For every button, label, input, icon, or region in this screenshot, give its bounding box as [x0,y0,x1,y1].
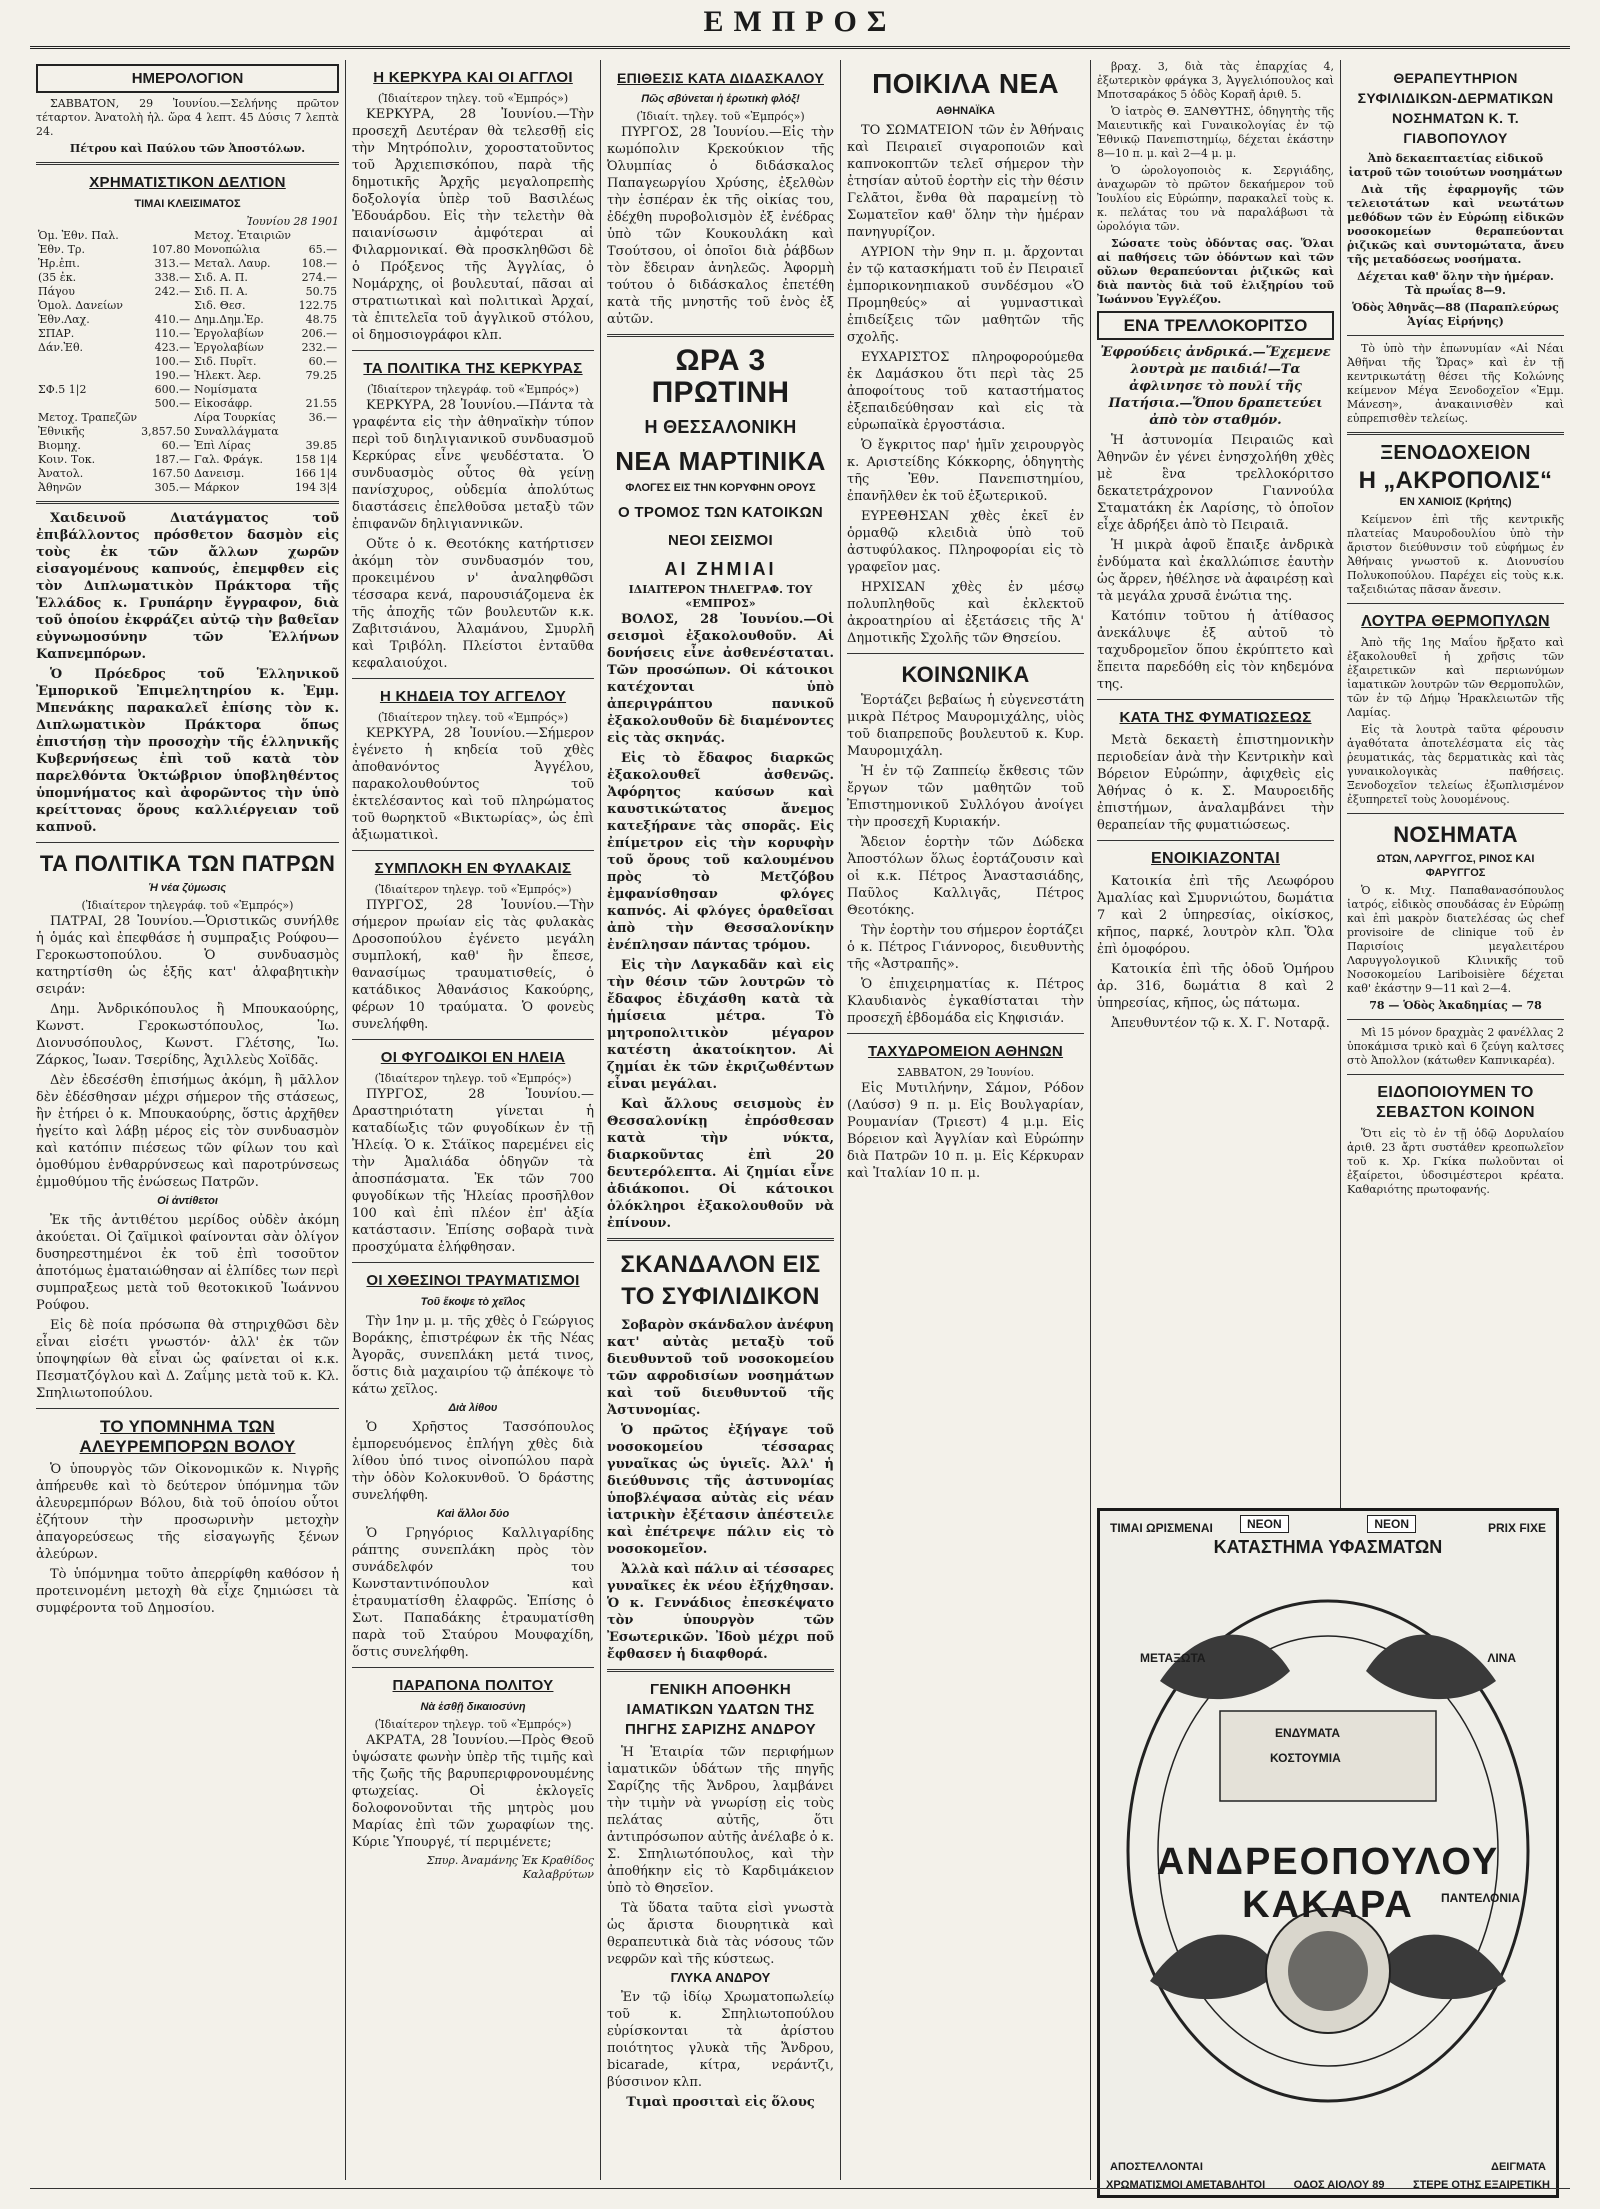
article-text: Ὁ κ. Μιχ. Παπαθανασόπουλος ἰατρός, εἰδικὸς σπουδάσας ἐν Εὐρώπῃ καὶ ἐπὶ μακρὸν διατελέσας ὡς chef provisoire de clinique τοῦ ἐν Παρισίοις μεγαλειτέρου Λαρυγγολογικοῦ Κλινικῆς τοῦ Νοσοκομείου Lariboisière δέχεται καθ' ἑκάστην 9—11 καὶ 2—4. [1347,884,1564,995]
bourse-cell [139,299,192,313]
divider [352,1667,594,1668]
bourse-cell: Σιδ. Πυρῖτ. [194,355,257,368]
nosimata-heading: ΝΟΣΗΜΑΤΑ [1393,822,1518,847]
bourse-cell: 167.50 [151,467,191,480]
bourse-cell: ΣΦ.5 1|2 [38,383,87,396]
article-text: ΕΥΧΑΡΙΣΤΟΣ πληροφορούμεθα ἐκ Δαμάσκου ὅτι περὶ τὰς 25 ἀποφοίτους τοῦ καταστήματος ἐξεπαιδεύθησαν καὶ εἰς τὰ εὐρωπαϊκὰ ἐργοστάσια. [847,350,1084,433]
bourse-cell: 600.— [154,383,191,396]
article-text: ΒΟΛΟΣ, 28 Ἰουνίου.—Οἱ σεισμοὶ ἐξακολουθοῦν. Αἱ δονήσεις εἶνε ἀσθενέσταται. Τῶν προσώπων. Οἱ κάτοικοι κατέχονται ὑπὸ ἀπεριγράπτου πανικοῦ ἐξακολουθοῦν δὲ διαμένοντες εἰς τὰς σκηνάς. [607,612,834,746]
article-text: Ἡ Ἑταιρία τῶν περιφήμων ἰαματικῶν ὑδάτων τῆς πηγῆς Σαρίζης τῆς Ἄνδρου, λαμβάνει τὴν τιμὴν νὰ γνωρίσῃ εἰς τοὺς πελάτας αὐτῆς, ὅτι ἀντιπρόσωπον αὐτῆς ἀνέλαβε ὁ κ. Σ. Σπηλιωτόπουλος, καὶ τὴν ἀποθήκην εἰς τὸ Καρδιμάκειον ὑπὸ τὸ Θησεῖον. [607,1745,834,1896]
classified-text: Ὁ ὡρολογοποιὸς κ. Σεργιάδης, ἀναχωρῶν τὸ πρῶτον δεκαήμερον τοῦ Ἰουλίου εἰς Εὐρώπην, παρακαλεῖ τοὺς κ. κ. πελάτας του νὰ παραλάβωσι τὰ ὡρολόγια τῶν. [1097,164,1334,233]
patras-subheading: Ἡ νέα ζύμωσις [148,882,227,894]
page-bottom-rule [30,2188,1570,2189]
divider [352,350,594,351]
bourse-cell: 274.— [301,271,338,284]
article-text: Ἐν τῷ ἰδίῳ Χρωματοπωλείῳ τοῦ κ. Σπηλιωτοπούλου εὑρίσκονται τὰ ἀρίστου ποιότητος γλυκὰ τῆς Ἄνδρου, bicarade, κίτρα, νεράντζι, βύσσινον κλπ. [607,1990,834,2090]
ad-label-pantelonia: ΠΑΝΤΕΛΟΝΙΑ [1440,1891,1520,1905]
bourse-cell: Δάν.Ἐθ. [38,341,84,354]
article-text: Δημ. Ἀνδρικόπουλος ἢ Μπουκαούρης, Κωνστ. Γεροκωστόπουλος, Ἰω. Διονυσόπουλος, Κωνστ. Γλέτσης, Ἰω. Ζάρκος, Ἰωαν. Τσερίδης, Ἀχιλλεὺς Χοϊδᾶς. [36,1002,339,1068]
bourse-cell: Βιομηχ. [38,439,81,452]
ad-bottom-right: ΣΤΕΡΕ ΟΤΗΣ ΕΞΑΙΡΕΤΙΚΗ [1412,2179,1550,2191]
bourse-row [36,425,339,439]
bourse-cell: 108.— [301,257,338,270]
bourse-row [36,257,339,271]
ad-lion-figure [1288,1931,1368,2011]
telegram-source: (Ἰδιαίτερον τηλεγράφ. τοῦ «Ἐμπρός») [81,899,294,912]
article-text: ΑΚΡΑΤΑ, 28 Ἰουνίου.—Πρὸς Θεοῦ ὑψώσατε φωνὴν ὑπὲρ τῆς τιμῆς καὶ τῆς ζωῆς τῆς βαρυπεριφρονουμένης φτωχείας. Οἱ ἐκλογεῖς δολοφονοῦνται τῆς μητρὸς μου Μαρίας ἐπὶ τῶν χωραφίων της. Κύριε Ὑπουργέ, τί περιμένετε; [352,1733,594,1850]
therapeftirion-tagline: Ἀπὸ δεκαεπταετίας εἰδικοῦ ἰατροῦ τῶν τοιούτων νοσημάτων [1348,152,1563,179]
article-text: Μετὰ δεκαετὴ ἐπιστημονικὴν περιοδείαν ἀνὰ τὴν Κεντρικὴν καὶ Βόρειον Εὐρώπην, ἀφιχθεὶς εἰς Ἀθήνας ὁ κ. Σ. Μαυροειδῆς ἐπιστήμων, ἀναλαμβάνει τὴν θεραπείαν τῆς φυματιώσεως. [1097,733,1334,833]
article-text: Ὁ Πρόεδρος τοῦ Ἑλληνικοῦ Ἐμπορικοῦ Ἐπιμελητηρίου κ. Ἐμμ. Μπενάκης παρακαλεῖ ἐπίσης τὸν κ. Διπλωματικὸν Πράκτορα ὅπως ἐπιστήσῃ τὴν προσοχὴν τῆς ἑλληνικῆς Κυβερνήσεως ἐπὶ τοῦ κατὰ τὸν παρελθόντα Ὀκτώβριον ὑποβληθέντος ὑπομνήματος καὶ ἀφορῶντος τὴν ὑπὸ κρείττονας ὅρους καλλιέργειαν τοῦ καπνοῦ. [36,667,339,835]
bourse-date: Ἰουνίου 28 1901 [246,215,339,228]
article-text: Τὴν 1ην μ. μ. τῆς χθὲς ὁ Γεώργιος Βοράκης, ἐπιστρέφων ἐκ τῆς Νέας Ἀγορᾶς, συνεπλάκη μετά τινος, ὅστις διὰ μαχαιρίου τῷ ἀπέκοψε τὸ κάτω χεῖλος. [352,1314,594,1397]
trauma-subheading: Τοῦ ἔκοψε τὸ χεῖλος [420,1296,526,1308]
bourse-row [36,411,339,425]
article-text: Ἄδειον ἑορτὴν τῶν Δώδεκα Ἀποστόλων ὅλως ἑορτάζουσιν καὶ οἱ κ.κ. Πέτρος Ἀναστασιάδης, Παῦλος Καλλιγᾶς, Πέτρος Θεοτόκης. [847,835,1084,918]
bourse-cell [36,397,139,411]
bourse-cell: 122.75 [298,299,338,312]
bourse-cell: Μετοχ. Τραπεζῶν [38,411,138,424]
article-text: Ἡ μικρὰ ἀφοῦ ἔπαιξε ἀνδρικὰ ἐνδύματα καὶ ἐκαλλώπισε ἑαυτὴν ὡς ἄρρεν, ἠθέλησε νὰ ἀφαιρέσῃ καὶ τὰ μεγάλα χρυσᾶ ἐνώτια της. [1097,538,1334,604]
glyka-heading: ΓΛΥΚΑ ΑΝΔΡΟΥ [670,1970,771,1985]
divider [352,850,594,851]
masthead [0,0,1600,58]
bourse-cell [36,369,139,383]
bourse-cell: Σιδ. Α. Π. [194,271,248,284]
trellokoritso-lead: Ἐφρούδεις ἀνδρικά.—Ἔχεμενε λουτρὰ με παιδιά!—Τα ἀφλινησε τὸ πουλί τῆς Πατήσια.—Ὅπου δραπετεύει ἀπὸ τὸν σταθμόν. [1100,345,1331,428]
memo-heading: ΤΟ ΥΠΟΜΝΗΜΑ ΤΩΝ ΑΛΕΥΡΕΜΠΟΡΩΝ ΒΟΛΟΥ [79,1417,296,1456]
article-text: ΠΥΡΓΟΣ, 28 Ἰουνίου.—Δραστηριότατη γίνεται ἡ καταδίωξις τῶν φυγοδίκων ἐν τῇ Ἠλείᾳ. Ὁ κ. Στάϊκος παρεμένει εἰς τὴν Ἀμαλιάδα ὁδηγῶν τὰ ἀποσπάσματα. Ἐκ τῶν 700 φυγοδίκων τῆς Ἠλείας προσῆλθον 100 καὶ ἐπὶ πλέον ἐπ' ἀξία κατάστασιν. Ἐπίσης σοβαρὰ τινὰ προσχύματα ἐλήφθησαν. [352,1087,594,1255]
telegram-source: (Ἰδιαίτ. τηλεγ. τοῦ «Ἐμπρός») [636,110,805,123]
ad-bottom-bar [1106,2179,1550,2191]
bourse-cell: 500.— [154,397,191,410]
ad-label-endymata: ΕΝΔΥΜΑΤΑ [1275,1726,1340,1740]
ad-shop-title: ΚΑΤΑΣΤΗΜΑ ΥΦΑΣΜΑΤΩΝ [1213,1537,1443,1557]
trauma-subheading: Διὰ λίθου [448,1402,498,1414]
didaskalou-heading: ΕΠΙΘΕΣΙΣ ΚΑΤΑ ΔΙΔΑΣΚΑΛΟΥ [617,70,824,86]
andreopoulou-advertisement [1097,1508,1559,2198]
article-text: Ὅτι εἰς τὸ ἐν τῇ ὁδῷ Δορυλαίου ἀριθ. 23 ἄρτι συστάθεν κρεοπωλεῖον τοῦ κ. Χρ. Γκίκα πωλοῦνται οἱ ἐξαίρετοι, ὑδοσιμέστεροι κρέατα. Καθαριότης πρωτοφανής. [1347,1127,1564,1196]
article-text: Ἀπευθυντέον τῷ κ. Χ. Γ. Νοταρᾷ. [1111,1016,1330,1031]
article-text: Εἰς τὴν Λαγκαδᾶν καὶ εἰς τὴν θέσιν τῶν λουτρῶν τὸ ἔδαφος ἐδιχάσθη κατὰ τὰ ἡμίσεια μέτρα. Τὸ μητροπολιτικὸν μέγαρον κατέστη ἀκατοίκητον. Αἱ ζημίαι ἐκ τῶν ἐκριζωθέντων εἶναι μεγάλαι. [607,958,834,1092]
ad-prices-right: PRIX FIXE [1487,1521,1546,1535]
article-text: ΗΡΧΙΣΑΝ χθὲς ἐν μέσῳ πολυπληθοῦς καὶ ἐκλεκτοῦ ἀκροατηρίου αἱ ἐξετάσεις τῆς Ἀ' Δημοτικῆς Σχολῆς τῶν Θησείου. [847,580,1084,646]
bourse-cell: Δημ.Δημ.Ἐρ. [194,313,264,326]
article-text: ΚΕΡΚΥΡΑ, 28 Ἰουνίου.—Τὴν προσεχῆ Δευτέραν θὰ τελεσθῇ εἰς τὴν Μητρόπολιν, χοροστατοῦντος τοῦ Ἀρχιεπισκόπου, παρὰ τῆς δημοτικῆς Ἀρχῆς μεγαλοπρεπὴς δοξολογία ὑπὲρ τοῦ Βασιλέως Ἐδουάρδου. Εἰς τὴν τελετὴν θὰ παιανίσωσιν ἀμφότεραι αἱ Φιλαρμονικαί. Θὰ προσκληθῶσι δὲ ὁ Πρόξενος τῆς Ἀγγλίας, ὁ Νομάρχης, οἱ βουλευταί, πᾶσαι αἱ στρατιωτικαὶ καὶ πολιτικαὶ Ἀρχαί, τὰ ἐπιτελεῖα τοῦ ἀγγλικοῦ στόλου, οἱ δημοσιογράφοι κλπ. [352,107,594,343]
bourse-row [36,341,339,355]
bourse-cell: 158 1|4 [294,453,338,466]
divider [1097,840,1334,841]
bourse-row [36,453,339,467]
article-text: Ὁ Χρῆστος Τασσόπουλος ἐμπορευόμενος ἐπλήγη χθὲς διὰ λίθου ὑπό τινος οἰνοπώλου παρὰ τὴν ὁδὸν Κολοκυνθοῦ. Ὁ δράστης συνελήφθη. [352,1420,594,1503]
bourse-cell: Εἰκοσάφρ. [194,397,253,410]
ora3-heading: ΩΡΑ 3 ΠΡΩΤΙΝΗ [651,344,790,409]
article-text: Ὁ Γρηγόριος Καλλιγαρίδης ράπτης συνεπλάκη πρὸς τὸν συνάδελφόν του Κωνσταντινόπουλον καὶ ἐτραυματίσθη ἐλαφρῶς. Ἐπίσης ὁ Σωτ. Παπαδάκης ἐτραυματίσθη παρὰ τοῦ Σταύρου Μουφαχίδη, ὅστις συνελήφθη. [352,1526,594,1660]
article-text: Εἰς Μυτιλήνην, Σάμον, Ρόδον (Λαύσσ) 9 π. μ. Εἰς Βουλγαρίαν, Ρουμανίαν (Τριεστ) 4 μ.μ. Εἰς Βόρειον καὶ Ἀγγλίαν καὶ Εὐρώπην διὰ Πατρῶν 10 π. μ. Εἰς Κέρκυραν καὶ Ἰταλίαν 10 π. μ. [847,1081,1084,1181]
bourse-row [36,285,339,299]
divider [1347,813,1564,814]
bourse-cell: 50.75 [305,285,338,298]
bourse-row [36,481,339,495]
bourse-cell: 60.— [161,439,191,452]
article-text: Ἀπὸ τῆς 1ης Μαΐου ἤρξατο καὶ ἐξακολουθεῖ ἡ χρῆσις τῶν ἐξαιρετικῶν καὶ περιωνύμων ἰαματικῶν λουτρῶν τῶν Θερμοπυλῶν, τῶν ἐν τῷ Δήμῳ Ἡρακλειωτῶν τῆς Λαμίας. [1347,636,1564,719]
divider [1347,432,1564,435]
bourse-cell: 48.75 [305,313,338,326]
xenodocheion-heading: ΞΕΝΟΔΟΧΕΙΟΝ [1380,442,1531,464]
article-text: Δὲν ἐδεσέσθη ἐπισήμως ἀκόμη, ἢ μᾶλλον δὲν ἐδέσθησαν μέχρι σήμερον τῆς στάσεως, ἢν ἐτήρει ὁ κ. Μπουκαούρης, ὅστις ἀρχῆθεν ἠγείτο καὶ λάβῃ μέρος εἰς τὸν συνδυασμὸν καὶ κατόπιν πιέσεως τῶν φίλων του καὶ ὁμοθύμου ἐνθαρρύνσεως καὶ παροτρύνσεως ἐμμοθύμου τῆς ἐνώσεως Πατρῶν. [36,1073,339,1190]
poikila-heading: ΠΟΙΚΙΛΑ ΝΕΑ [872,68,1059,99]
bourse-cell: 65.— [308,243,338,256]
bourse-cell [293,383,339,397]
article-text: Ἐκ τῆς ἀντιθέτου μερίδος οὐδὲν ἀκόμη ἀκούεται. Οἱ ζαϊμικοὶ φαίνονται σὰν ὀλίγον δυσηρεστημένοι ἐκ τοῦ ἐπὶ τοσοῦτον ἀποτόμως ἐματαιώθησαν αἱ ἐλπίδες των περὶ συμπραξεως μετὰ τοῦ θεοτοκικοῦ Ἰωάννου Ρούφου. [36,1213,339,1313]
ad-leaf-shape [1366,1635,1496,1699]
divider [607,334,834,337]
article-text: Ἡ ἐν τῷ Ζαππείῳ ἔκθεσις τῶν ἔργων τῶν μαθητῶν τοῦ Ἐπιστημονικοῦ Συλλόγου ἀνοίγει τὴν προσεχῆ Κυριακήν. [847,764,1084,830]
telegram-source: (Ἰδιαίτερον τηλεγρ. τοῦ «Ἐμπρός») [374,1072,572,1085]
bourse-cell: (35 ἐκ. [38,271,77,284]
bourse-cell: 39.85 [305,439,338,452]
bourse-cell: 194 3|4 [294,481,338,494]
article-text: Τὸ ὑπόμνημα τοῦτο ἀπερρίφθη καθόσον ἡ προτεινομένη μετοχὴ θὰ εἶχε ζημιώσει τὰ συμφέροντα τοῦ Δημοσίου. [36,1567,339,1616]
masthead-rule [30,46,1570,49]
nosimata-address: 78 — Ὁδὸς Ἀκαδημίας — 78 [1369,999,1542,1012]
therapeftirion-hours: Δέχεται καθ' ὅλην τὴν ἡμέραν. Τὰ πρωΐας 8—9. [1357,270,1554,297]
divider [352,678,594,679]
ad-tag-right: ΝΕΟΝ [1367,1515,1416,1533]
therapeftirion-address: Ὁδὸς Ἀθηνᾶς—88 (Παραπλεύρως Ἁγίας Εἰρήνης) [1352,301,1559,328]
divider [352,1039,594,1040]
column-5 [1091,60,1340,1500]
kerkyra-heading: Η ΚΕΡΚΥΡΑ ΚΑΙ ΟΙ ΑΓΓΛΟΙ [373,69,573,86]
bourse-cell: Ἠλεκτ. Ἀερ. [194,369,262,382]
article-text: Τὰ ὕδατα ταῦτα εἰσὶ γνωστὰ ὡς ἄριστα διουρητικὰ καὶ θεραπευτικὰ διὰ τὰς νόσους τῶν νεφρῶν καὶ τῆς κύστεως. [607,1901,834,1967]
signature: Σπυρ. Ἀναμάνης Ἐκ Κραθίδος Καλαβρύτων [426,1854,594,1881]
article-text: Κατόπιν τοῦτου ἡ ἀτίθασος ἀνεκάλυψε ἐξ αὐτοῦ τὸ ταχυδρομεῖον ὅπου ἐκρύπτετο καὶ ἔπειτα παρεδόθη εἰς τὸν κηδεμόνα της. [1097,609,1334,692]
bourse-row [36,369,339,383]
ad-leaf-shape [1160,1635,1290,1699]
column-3 [601,60,840,2180]
zimiai-subheading: ΑΙ ΖΗΜΙΑΙ [664,559,777,579]
column-2 [346,60,600,2180]
skandalon-heading: ΣΚΑΝΔΑΛΟΝ ΕΙΣ ΤΟ ΣΥΦΙΛΙΔΙΚΟΝ [620,1251,821,1310]
classified-text: Ὁ ἰατρὸς Θ. ΞΑΝΘΥΤΗΣ, ὁδηγητὴς τῆς Μαιευτικῆς καὶ Γυναικολογίας ἐν τῷ Ἐθνικῷ Πανεπιστημίῳ, δέχεται ἑκάστην 8—10 π. μ. καὶ 2—4 μ. μ. [1097,105,1334,160]
divider [36,1408,339,1409]
ad-tag-left: ΝΕΟΝ [1240,1515,1289,1533]
bourse-cell: 107.80 [151,243,191,256]
eidopoioumen-heading: ΕΙΔΟΠΟΙΟΥΜΕΝ ΤΟ ΣΕΒΑΣΤΟΝ ΚΟΙΝΟΝ [1376,1084,1535,1121]
bourse-cell [36,355,139,369]
divider [847,653,1084,654]
divider [1347,603,1564,604]
article-text: Ὁ πρῶτος ἐξήγαγε τοῦ νοσοκομείου τέσσαρας γυναῖκας ὡς ὑγιεῖς. Ἀλλ' ἡ διεύθυνσις τῆς ἀστυνομίας ὑποβλέψασα αὐτὰς εἰς νέαν ἰατρικὴν ἐξέτασιν ἀπέστειλε καὶ ἐπέτρεψε πάλιν εἰς τὸ νοσοκομεῖον. [607,1423,834,1557]
trauma-heading: ΟΙ ΧΘΕΣΙΝΟΙ ΤΡΑΥΜΑΤΙΣΜΟΙ [366,1272,580,1289]
bourse-cell: Γαλ. Φράγκ. [194,453,263,466]
trauma-subheading: Καὶ ἄλλοι δύο [436,1508,510,1520]
article-text: ΤΟ ΣΩΜΑΤΕΙΟΝ τῶν ἐν Ἀθήναις καὶ Πειραιεῖ σιγαροποιῶν καὶ καπνοκοπτῶν τελεῖ σήμερον τὴν ἐτησίαν αὐτοῦ ἑορτὴν εἰς τὴν θέσιν Γελᾶτοι, ἔνθα θὰ παραμείνῃ τὸ Σωματεῖον καθ' ὅλην τὴν ἡμέραν πανηγυρίζον. [847,123,1084,240]
telegram-source: ΙΔΙΑΙΤΕΡΟΝ ΤΗΛΕΓΡΑΦ. ΤΟΥ «ΕΜΠΡΟΣ» [628,583,813,610]
bourse-cell: Ἐργολαβίων [194,341,264,354]
bourse-table [36,229,339,495]
trellokoritso-heading: ΕΝΑ ΤΡΕΛΛΟΚΟΡΙΤΣΟ [1097,311,1334,340]
bourse-cell: Λίρα Τουρκίας [194,411,276,424]
bourse-row [36,313,339,327]
politika-heading: ΤΑ ΠΟΛΙΤΙΚΑ ΤΗΣ ΚΕΡΚΥΡΑΣ [363,360,583,377]
article-text: ΠΥΡΓΟΣ, 28 Ἰουνίου.—Εἰς τὴν κωμόπολιν Κρεκούκιον τῆς Ὀλυμπίας ὁ διδάσκαλος Παπαγεωργίου Χρύσης, ἐξελθὼν τὴν ἑσπέραν ἐκ τῆς οἰκίας του, ἐδέχθη πυροβολισμὸν ἐξ ἐνέδρας ὑπὸ τῶν Κουκουλάκη καὶ Τσούτσου, οἱ ὁποῖοι διὰ ῥάβδων τὸν ἔδειραν ἀνηλεῶς. Ἀφορμὴ τούτου ὁ διδάσκαλος ἐπετέθη κατὰ τῆς μνηστῆς τοῦ ἑνὸς ἐξ αὐτῶν. [607,125,834,327]
classified-text: Μὶ 15 μόνον δραχμὰς 2 φανέλλας 2 ὑποκάμισα τρικὸ καὶ 6 ζεύγη καλτσες στὸ Ἀπολλον (κάτωθεν Καπνικαρέα). [1347,1026,1564,1067]
telegram-source: (Ἰδιαίτερον τηλεγ. τοῦ «Ἐμπρός») [377,92,569,105]
loutra-heading: ΛΟΥΤΡΑ ΘΕΡΜΟΠΥΛΩΝ [1361,613,1550,630]
bourse-cell: Ἐθν. Τρ. [38,243,85,256]
article-text: Ὁ ἔγκριτος παρ' ἡμῖν χειρουργὸς κ. Αριστείδης Κόκκορης, ὁδηγητὴς τῆς Ἐθν. Πανεπιστημίου, ἐπανῆλθεν ἐκ τοῦ ἐξωτερικοῦ. [847,438,1084,504]
bourse-cell: 36.— [308,411,338,424]
bourse-cell: Ἐθνικῆς [38,425,85,438]
apothiki-heading: ΓΕΝΙΚΗ ΑΠΟΘΗΚΗ ΙΑΜΑΤΙΚΩΝ ΥΔΑΤΩΝ ΤΗΣ ΠΗΓΗΣ ΣΑΡΙΖΗΣ ΑΝΔΡΟΥ [624,1681,816,1738]
calendar-text: ΣΑΒΒΑΤΟΝ, 29 Ἰουνίου.—Σελήνης πρῶτον τέταρτον. Ἀνατολὴ ἡλ. ὥρα 4 λεπτ. 45 Δύσις 7 λεπτὰ 24. [36,97,339,138]
bourse-cell: 242.— [154,285,191,298]
bourse-cell: 190.— [154,369,191,382]
article-text: Σοβαρὸν σκάνδαλον ἀνέφυη κατ' αὐτὰς μεταξὺ τοῦ διευθυντοῦ τοῦ νοσοκομείου τῶν αφροδισίων νοσημάτων καὶ τοῦ διευθυντοῦ τῆς Ἀστυνομίας. [607,1318,834,1418]
bourse-subheading: ΤΙΜΑΙ ΚΛΕΙΣΙΜΑΤΟΣ [134,198,241,210]
patras-subheading-2: Οἱ ἀντίθετοι [157,1195,218,1207]
bourse-cell: 305.— [154,481,191,494]
bourse-row [36,439,339,453]
bourse-cell: Κοιν. Τοκ. [38,453,96,466]
bourse-cell: 110.— [154,327,191,340]
telegram-source: (Ἰδιαίτερον τηλεγρ. τοῦ «Ἐμπρός») [374,883,572,896]
bourse-cell: Ἐπὶ Λίρας [194,439,251,452]
tachydromeion-heading: ΤΑΧΥΔΡΟΜΕΙΟΝ ΑΘΗΝΩΝ [867,1043,1064,1060]
divider [847,1033,1084,1034]
ad-samples-label: ΔΕΙΓΜΑΤΑ [1491,2161,1546,2173]
column-1 [30,60,345,2180]
article-text: Διὰ τῆς ἐφαρμογῆς τῶν τελειοτάτων καὶ νεωτάτων μεθόδων τῶν ἐν Εὐρώπῃ εἰδικῶν νοσοκομείων θεραπεύονται ῥιζικῶς καὶ συντομώτατα, ἄνευ τῆς μεταδόσεως νοσήματα. [1347,183,1564,266]
divider [36,162,339,165]
bourse-cell: Μάρκον [194,481,240,494]
nosimata-subheading: ΩΤΩΝ, ΛΑΡΥΓΓΟΣ, ΡΙΝΟΣ ΚΑΙ ΦΑΡΥΓΓΟΣ [1376,853,1535,879]
bourse-cell: Δανεισμ. [194,467,245,480]
bourse-cell: Ἡρ.ἐπι. [38,257,80,270]
bourse-cell: Ἀνατολ. [38,467,84,480]
ad-sent-label: ΑΠΟΣΤΕΛΛΟΝΤΑΙ [1110,2161,1203,2173]
divider [1347,1074,1564,1075]
divider [36,842,339,843]
ad-shop-name: ΑΝΔΡΕΟΠΟΥΛΟΥ ΚΑΚΑΡΑ [1156,1841,1500,1926]
article-text: Ἡ ἀστυνομία Πειραιῶς καὶ Ἀθηνῶν ἐν γένει ἐνησχολήθη χθὲς μὲ ἓνα τρελλοκόριτσο δεκατετράχρονον Γιαννούλα Σταματάκη ἐκ Λαρίσης, τὸ ὁποῖον εἶχε ἀδρήξει ἀπὸ τὸ Πειραιᾶ. [1097,433,1334,533]
bourse-cell: 423.— [154,341,191,354]
bourse-cell: Ὁμ. Ἐθν. Παλ. [38,229,119,242]
ad-leaf-shape [1376,1935,1506,1999]
divider [1347,335,1564,336]
telegram-source: (Ἰδιαίτερον τηλεγρ. τοῦ «Ἐμπρός») [374,1718,572,1731]
calendar-heading: ΗΜΕΡΟΛΟΓΙΟΝ [36,64,339,93]
aggelou-heading: Η ΚΗΔΕΙΑ ΤΟΥ ΑΓΓΕΛΟΥ [379,688,567,705]
article-text: Ἑορτάζει βεβαίως ἡ εὐγενεστάτη μικρὰ Πέτρος Μαυρομιχάλης, υἱὸς τοῦ διαπρεποῦς βουλευτοῦ κ. Κυρ. Μαυρομιχάλη. [847,693,1084,759]
bourse-cell: 100.— [154,355,191,368]
bourse-cell: Ἐργολαβίων [194,327,264,340]
bourse-cell: 338.— [154,271,191,284]
bourse-cell: Νομίσματα [194,383,258,396]
bourse-row [36,299,339,313]
bourse-row [36,397,339,411]
bourse-cell: Πάγου [38,285,75,298]
fymatiosis-heading: ΚΑΤΑ ΤΗΣ ΦΥΜΑΤΙΩΣΕΩΣ [1119,709,1312,726]
bourse-cell: Ἀθηνῶν [38,481,82,494]
ad-bottom-address: ΟΔΟΣ ΑΙΟΛΟΥ 89 [1293,2179,1385,2191]
article-text: Καὶ ἄλλους σεισμοὺς ἐν Θεσσαλονίκῃ ἐπρόσθεσαν κατὰ τὴν νύκτα, διαρκοῦντας ἐπὶ 20 δευτερόλεπτα. Αἱ ζημίαι εἶνε ἀδιάκοποι. Οἱ κάτοικοι ὁλόκληροι ἐξακολουθοῦν νὰ ἐπίνουν. [607,1097,834,1231]
article-text: ΠΥΡΓΟΣ, 28 Ἰουνίου.—Τὴν σήμερον πρωίαν εἰς τὰς φυλακὰς Δροσοπούλου ἐγένετο μεγάλη συμπλοκή, καθ' ἣν ἔπεσε, θανασίμως τραυματισθείς, ὁ κατάδικος Ἀθανάσιος Κακούρης, φέρων 10 τραύματα. Ὁ φονεὺς συνελήφθη. [352,898,594,1032]
martinika-heading: ΝΕΑ ΜΑΡΤΙΝΙΚΑ [615,446,826,476]
bourse-cell: 21.55 [305,397,338,410]
ad-prices-left: ΤΙΜΑΙ ΩΡΙΣΜΕΝΑΙ [1110,1521,1213,1535]
bourse-cell: 3,857.50 [141,425,191,438]
bourse-cell [293,425,339,439]
bourse-cell [293,229,339,243]
tachydromeion-date: ΣΑΒΒΑΤΟΝ, 29 Ἰουνίου. [896,1066,1035,1079]
bourse-row [36,383,339,397]
divider [352,1262,594,1263]
akropolis-subheading: ΕΝ ΧΑΝΙΟΙΣ (Κρήτης) [1399,496,1512,508]
bourse-cell: Μεταλ. Λαυρ. [194,257,271,270]
therapeftirion-heading: ΘΕΡΑΠΕΥΤΗΡΙΟΝ ΣΥΦΙΛΙΔΙΚΩΝ-ΔΕΡΜΑΤΙΚΩΝ ΝΟΣΗΜΑΤΩΝ Κ. Τ. ΓΙΑΒΟΠΟΥΛΟΥ [1357,70,1554,146]
patras-heading: ΤΑ ΠΟΛΙΤΙΚΑ ΤΩΝ ΠΑΤΡΩΝ [39,851,336,876]
bourse-cell: Συναλλάγματα [194,425,279,438]
article-text: Εἰς τὰ λουτρὰ ταῦτα φέρουσιν ἀγαθότατα ἀποτελέσματα εἰς τὰς ῥευματικάς, τὰς δερματικὰς καὶ τὰς γυναικολογικὰς παθήσεις. Ξενοδοχεῖον τελείως ἐξωπλισμένον ἐξυπηρετεῖ τοὺς λουομένους. [1347,723,1564,806]
ad-bottom-left: ΧΡΩΜΑΤΙΣΜΟΙ ΑΜΕΤΑΒΛΗΤΟΙ [1106,2179,1266,2191]
ad-label-metaxota: ΜΕΤΑΞΩΤΑ [1140,1651,1206,1665]
article-text: Κατοικία ἐπὶ τῆς ὁδοῦ Ὁμήρου ἀρ. 316, δωμάτια 8 καὶ 2 ὑπηρεσίας, κῆπος, ὡς πάτωμα. [1097,962,1334,1011]
bourse-row [36,327,339,341]
enoikiazontai-heading: ΕΝΟΙΚΙΑΖΟΝΤΑΙ [1151,850,1280,867]
ad-label-lina: ΛΙΝΑ [1487,1651,1516,1665]
tromos-subheading: Ο ΤΡΟΜΟΣ ΤΩΝ ΚΑΤΟΙΚΩΝ [617,504,824,521]
flogeis-subheading: ΦΛΟΓΕΣ ΕΙΣ ΤΗΝ ΚΟΡΥΦΗΝ ΟΡΟΥΣ [625,482,816,494]
article-text: Ὁ ὑπουργὸς τῶν Οἰκονομικῶν κ. Νιγρῆς ἀπήρευθε καὶ τὸ δεύτερον ὑπόμνημα τῶν ἀλευρεμπόρων Βόλου, διὰ τοῦ ὁποίου οὗτοι ἐζήτουν τὴν προσωρινὴν μετοχὴν ἀπαγορεύσεως τῆς εἰσαγωγῆς ξένων ἀλεύρων. [36,1462,339,1562]
telegram-source: (Ἰδιαίτερον τηλεγ. τοῦ «Ἐμπρός») [377,711,569,724]
classified-text: Σώσατε τοὺς ὀδόντας σας. Ὅλαι αἱ παθήσεις τῶν ὀδόντων καὶ τῶν οὔλων θεραπεύονται ῥιζικῶς καὶ διὰ παντὸς διὰ τοῦ ἐλιξηρίου τοῦ Ἰωάννου Ἐγγλέζου. [1097,237,1334,306]
bourse-cell: Σιδ. Π. Α. [194,285,248,298]
bourse-cell: 206.— [301,327,338,340]
didaskalou-subheading: Πῶς σβύνεται ἡ ἐρωτικὴ φλόξ! [641,93,800,105]
glyka-price: Τιμαὶ προσιταὶ εἰς ὅλους [626,2095,815,2110]
article-text: ΚΕΡΚΥΡΑ, 28 Ἰουνίου.—Σήμερον ἐγένετο ἡ κηδεία τοῦ χθὲς ἀποθανόντος Ἀγγέλου, παρακολουθούντος τοῦ ἐκτελέσαντος καὶ τοῦ πληρώματος τοῦ θωρηκτοῦ «Βικτωρίας», ὡς ἐπὶ ἀξιωματικοὶ. [352,726,594,843]
newspaper-title: ΕΜΠΡΟΣ [703,5,897,38]
ad-leaf-shape [1150,1935,1280,1999]
bourse-cell: Μετοχ. Ἑταιριῶν [194,229,291,242]
akropolis-heading: Η „ΑΚΡΟΠΟΛΙΣ“ [1358,467,1553,494]
bourse-cell: Μονοπώλια [194,243,261,256]
column-4 [841,60,1090,2180]
bourse-row [36,229,339,243]
article-text: Τὴν ἑορτὴν του σήμερον ἑορτάζει ὁ κ. Πέτρος Γιάννορος, διευθυντὴς τῆς «Ἀστραπῆς». [847,923,1084,972]
article-text: ΑΥΡΙΟΝ τὴν 9ην π. μ. ἄρχονται ἐν τῷ κατασκήματι τοῦ ἐν Πειραιεῖ ἐμπορικονηπιακοῦ συνδέσμου «Ὁ Προμηθεύς» αἱ γυμναστικαὶ ἐπιδείξεις τῶν μαθητῶν τῆς σχολῆς. [847,245,1084,345]
bourse-cell: 232.— [301,341,338,354]
bourse-row [36,271,339,285]
article-text: Κατοικία ἐπὶ τῆς Λεωφόρου Ἀμαλίας καὶ Σμυρνιώτου, δωμάτια 7 καὶ 2 ὑπηρεσίας, οἰκίσκος, κῆπος, παρκέ, λουτρὸν κλπ. Ὅλα ἐπὶ ὁμοφόρου. [1097,874,1334,957]
ad-label-kostoumia: ΚΟΣΤΟΥΜΙΑ [1270,1751,1341,1765]
seismoi-subheading: ΝΕΟΙ ΣΕΙΣΜΟΙ [668,532,773,549]
bourse-cell [139,411,192,425]
bourse-cell: Ὁμολ. Δανείων [38,299,123,312]
article-text: ΕΥΡΕΘΗΣΑΝ χθὲς ἐκεῖ ἐν ὁρμαθῷ κλειδιὰ ὑπὸ τοῦ ἀστυφύλακος. Πληροφορίαι εἰς τὸ γραφεῖον μας. [847,509,1084,575]
divider [1347,1019,1564,1020]
divider [607,1238,834,1241]
fylakas-heading: ΣΥΜΠΛΟΚΗ ΕΝ ΦΥΛΑΚΑΙΣ [374,860,572,877]
bourse-cell: Σιδ. Θεσ. [194,299,246,312]
bourse-cell: 79.25 [305,369,338,382]
article-text: ΠΑΤΡΑΙ, 28 Ἰουνίου.—Ὁριστικῶς συνήλθε ἡ ὁμάς καὶ ἐπεφθάσε ἡ συμπραξις Ρούφου—Γεροκωστοπούλου. Ὁ συνδυασμὸς κατηρτίσθη ὡς ἑξῆς κατ' ἀλφαβητικὴν σειράν: [36,914,339,997]
column-6 [1341,60,1570,1500]
article-text: Οὔτε ὁ κ. Θεοτόκης κατήρτισεν ἀκόμη τὸν συνδυασμόν του, προκειμένου ν' ἀναληφθῶσι τέσσαρα κενά, παρουσιάζομενα ἐκ τῆς ἀποχῆς τῶν βουλευτῶν κ.κ. Ζαβιτσιάνου, Ἀλαμάνου, Σμυρλῆ καὶ Τριβόλη. Πλείστοι ἐνταῦθα κεφαλαιούχοι. [352,537,594,671]
calendar-feast: Πέτρου καὶ Παύλου τῶν Ἀποστόλων. [69,142,306,155]
divider [607,1669,834,1672]
thessaloniki-heading: Η ΘΕΣΣΑΛΟΝΙΚΗ [644,417,797,437]
article-text: Εἰς δὲ ποία πρόσωπα θὰ στηριχθῶσι δὲν εἶναι εἰσέτι γνωστόν· ἀλλ' ἐκ τῶν ὑποψηφίων θὰ εἶναι ὡς φαίνεται οἱ κ.κ. Πεσματζόγλου καὶ Δ. Ζαΐμης μετὰ τοῦ κ. Κλ. Σπηλιωτοπούλου. [36,1318,339,1401]
article-text: Εἰς τὸ ἔδαφος διαρκῶς ἐξακολουθεῖ ἀσθενῶς. Ἀφόρητος καύσων καὶ καυστικώτατος ἄνεμος κατεξήρανε τὰς σπορᾶς. Εἰς ἐπίμετρον εἰς τὴν κορυφὴν τοῦ ὄρους τοῦ καλουμένου πρὸς τὸ Μετζόβου ἐμφανίσθησαν φλόγες καπνός. Αἱ φλόγες ὁραθεῖσαι ἀπὸ τὴν Θεσσαλονίκην ἐνέπλησαν πάντας τρόμου. [607,751,834,953]
article-text: Τὸ ὑπὸ τὴν ἐπωνυμίαν «Αἱ Νέαι Ἀθῆναι τῆς Ὥρας» καὶ ἐν τῇ κεντρικωτάτῃ θέσει τῆς Κολώνης κείμενον Μέγα Ξενοδοχεῖον «Ἐμμ. Μάνεση», ἀνακαινισθὲν καὶ εὐπρεπισθὲν τελείως. [1347,342,1564,425]
fygodikoi-heading: ΟΙ ΦΥΓΟΔΙΚΟΙ ΕΝ ΗΛΕΙΑ [380,1049,566,1066]
bourse-row [36,467,339,481]
bourse-cell [139,229,192,243]
article-text: Κείμενον ἐπὶ τῆς κεντρικῆς πλατείας Μαυροδουλίου ὑπὸ τὴν ἄριστον διεύθυνσιν τοῦ εὐφήμως ἐν Ἀθήναις γνωστοῦ κ. Διονυσίου Πολυκοπούλου. Παρέχει εἰς τοὺς κ.κ. ταξειδιώτας πᾶσαν ἄνεσιν. [1347,513,1564,596]
bourse-cell: 60.— [308,355,338,368]
bourse-row [36,355,339,369]
bourse-cell: 313.— [154,257,191,270]
article-text: Ὁ ἐπιχειρηματίας κ. Πέτρος Κλαυδιανὸς ἐγκαθίσταται τὴν προσεχῆ ἑβδομάδα εἰς Κηφισιάν. [847,977,1084,1026]
telegram-source: (Ἰδιαίτερον τηλεγράφ. τοῦ «Ἐμπρός») [367,383,579,396]
poleitou-heading: ΠΑΡΑΠΟΝΑ ΠΟΛΙΤΟΥ [392,1677,554,1694]
bourse-row [36,243,339,257]
bourse-cell: 166 1|4 [294,467,338,480]
bourse-cell: 187.— [154,453,191,466]
classified-text: βραχ. 3, διὰ τὰς ἐπαρχίας 4, ἐξωτερικὸν φράγκα 3, Ἀγγελιόπουλος καὶ Μποτσαράκος 5 ὁδὸς Κοραῆ ἀριθ. 5. [1097,60,1334,101]
bourse-heading: ΧΡΗΜΑΤΙΣΤΙΚΟΝ ΔΕΛΤΙΟΝ [89,174,286,191]
poleitou-subheading: Νὰ ἐσθῇ δικαιοσύνη [420,1701,526,1713]
article-text: Χαιδεινοῦ Διατάγματος τοῦ ἐπιβάλλοντος πρόσθετον δασμὸν εἰς τοὺς ἐκ τῶν ἄλλων χωρῶν εἰσαγομένους καπνούς, ἐπεμφθεν εἰς τὸν Διπλωματικὸν Πράκτορα τῆς Ἑλλάδος κ. Γρυπάρην ἔγγραφον, διὰ τοῦ ὁποίου ἐκφράζει αὐτῷ τὴν βαθεῖαν εὐγνωμοσύνην τῶν Ἑλλήνων Καπνεμπόρων. [36,511,339,662]
divider [36,501,339,504]
article-text: ΚΕΡΚΥΡΑ, 28 Ἰουνίου.—Πάντα τὰ γραφέντα εἰς τὴν ἀθηναϊκὴν τύπον περὶ τοῦ διηλιγιανικοῦ συνδυασμοῦ Κερκύρας εἶνε ψευδέστατα. Ὁ συνδυασμὸς οὗτος θὰ γείνῃ πανίσχυρος, οὐδεμία ἀπολύτως διαστάσεις ἐπελθοῦσα μεταξὺ τῶν ἐπιφανῶν δηλιγιαννικῶν. [352,398,594,532]
divider [1097,699,1334,700]
bourse-cell: Ἐθν.Λαχ. [38,313,90,326]
poikila-subheading: ΑΘΗΝΑΪΚΑ [936,105,995,117]
koinonika-heading: ΚΟΙΝΩΝΙΚΑ [901,662,1030,687]
bourse-cell: 410.— [154,313,191,326]
bourse-cell: ΣΠΑΡ. [38,327,75,340]
article-text: Ἀλλὰ καὶ πάλιν αἱ τέσσαρες γυναῖκες ἐκ νέου ἐξήχθησαν. Ὁ κ. Γεννάδιος ἐπεσκέψατο τὸν ὑπουργὸν τῶν Ἐσωτερικῶν. Ἰδοὺ μέχρι ποῦ ἔφθασεν ἡ διαφθορά. [607,1562,834,1662]
